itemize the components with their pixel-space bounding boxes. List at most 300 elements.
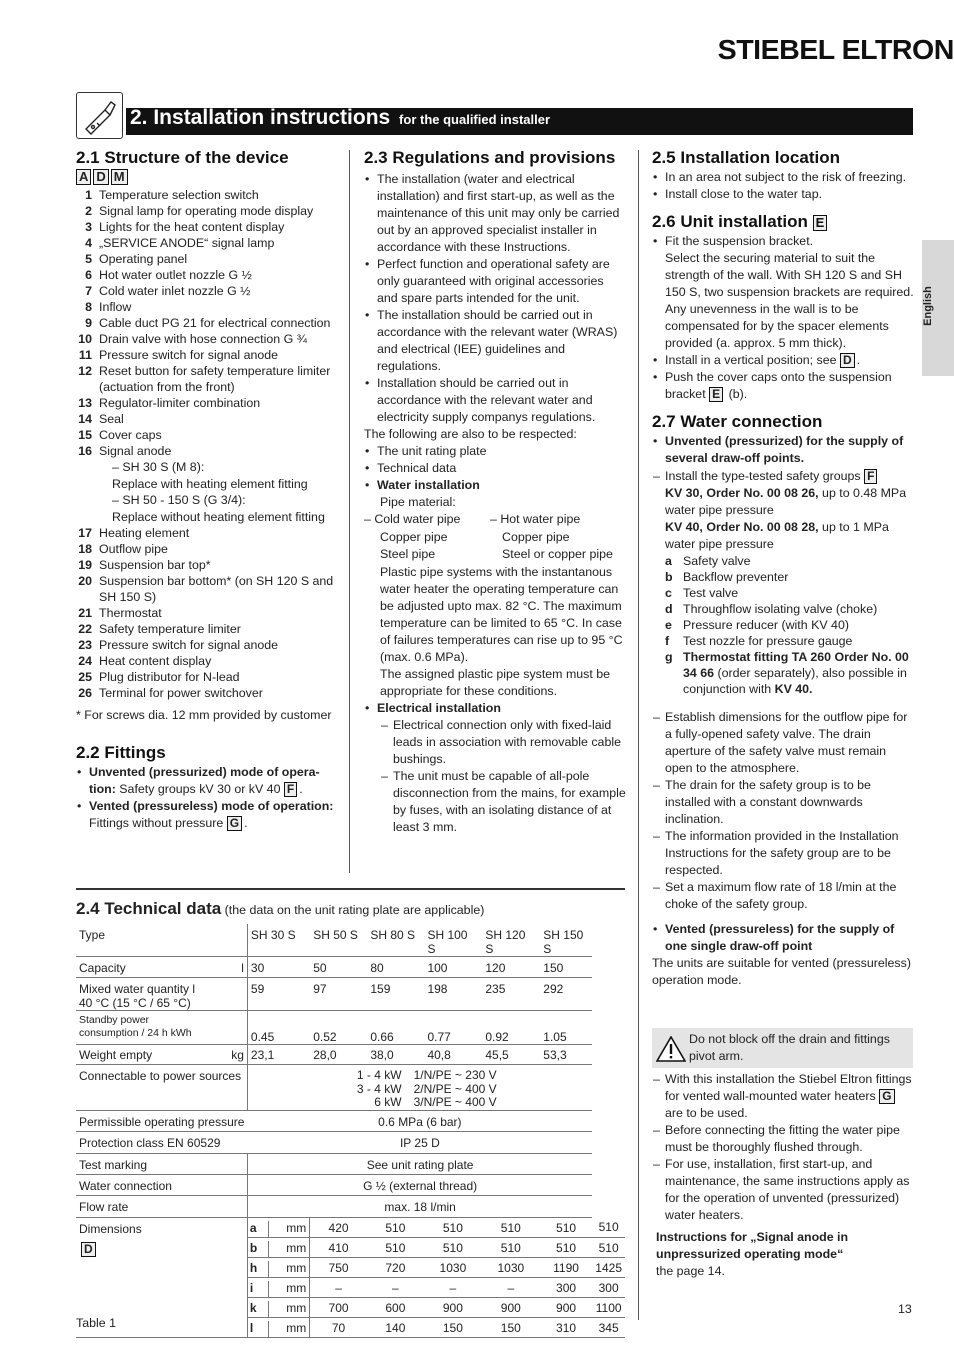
row-label: Connectable to power sources [76, 1065, 247, 1111]
table-cell: 1425 [592, 1257, 625, 1277]
table-cell: – [424, 1277, 482, 1297]
table-cell: 510 [482, 1237, 540, 1257]
list-item-text: (b). [728, 387, 748, 401]
list-item: – SH 30 S (M 8): [112, 460, 205, 474]
item-text: Terminal for power switchover [99, 686, 263, 700]
installation-list [652, 233, 914, 403]
list-item: • Technical data [364, 460, 626, 477]
table-cell: – [482, 1277, 540, 1297]
legend-key: f [665, 634, 670, 648]
list-item [76, 283, 341, 299]
list-item-text: (order separately), also possible in conjunction with [683, 666, 907, 696]
list-item [76, 411, 341, 427]
list-item [652, 921, 914, 955]
table-cell: 300 [592, 1277, 625, 1297]
section-heading: 2.2 Fittings [76, 742, 166, 762]
item-number: 22 [78, 622, 92, 636]
pipe-cell: Copper pipe [502, 529, 570, 544]
table-cell: 53,3 [540, 1045, 593, 1065]
list-item: • The installation (water and electrical installation) and first start-up, as well as the maintenance of this unit may only be carried out by an approved specialist installer in accordance with these Instructions. [364, 171, 626, 256]
table-cell: 720 [367, 1257, 424, 1277]
table-cell: 159 [367, 978, 424, 1011]
list-item: Replace with heating element fitting [112, 476, 308, 491]
list-item [652, 433, 914, 467]
section-heading: 2.3 Regulations and provisions [364, 148, 616, 167]
figure-ref: M [111, 169, 128, 185]
item-text: Heating element [99, 526, 190, 540]
list-item: – Before connecting the fitting the water pipe must be thoroughly flushed through. [652, 1122, 914, 1156]
list-item: • Perfect function and operational safety are only guaranteed with original accessories and spare parts intended for the unit. [364, 256, 626, 307]
list-item [76, 235, 341, 251]
list-item [76, 653, 341, 669]
parts-list [76, 187, 341, 459]
list-item-text: With this installation the Stiebel Eltron fittings for vented wall-mounted water heaters [665, 1072, 912, 1103]
table-cell: l mm [247, 1317, 309, 1337]
parts-legend [665, 553, 914, 649]
list-item-text: Push the cover caps onto the suspension bracket [665, 370, 892, 401]
table-cell: – [310, 1277, 367, 1297]
vented-notes [652, 1071, 914, 1280]
table-cell: 38,0 [367, 1045, 424, 1065]
list-item-bold: Water installation [377, 478, 480, 492]
list-item [76, 299, 341, 315]
list-item-text: Fit the suspension bracket. [665, 234, 814, 248]
item-text: Seal [99, 412, 124, 426]
list-item [76, 347, 341, 363]
section-heading: 2.7 Water connection [652, 412, 823, 431]
list-item [76, 187, 341, 203]
item-number: 4 [85, 236, 92, 250]
list-item-text: Select the securing material to suit the strength of the wall. With SH 120 S and SH 150 S, two suspension brackets are required. [665, 251, 914, 299]
list-item [76, 669, 341, 685]
section-heading [652, 211, 914, 233]
table-cell: SH 150 S [540, 924, 593, 957]
item-text: Pressure switch for signal anode [99, 638, 279, 652]
item-text: Suspension bar bottom* (on SH 120 S and SH 150 S) [99, 574, 334, 604]
table-cell: 300 [540, 1277, 593, 1297]
table-cell: 0.45 [247, 1011, 309, 1045]
legend-key: c [665, 586, 672, 600]
table-cell: 510 [482, 1217, 540, 1237]
row-label: Dimensions D [76, 1217, 247, 1337]
table-row [76, 978, 625, 1011]
item-text: Outflow pipe [99, 542, 168, 556]
item-text: Inflow [99, 300, 132, 314]
list-item: • Unvented (pressurized) mode of opera-tion: Safety groups kV 30 or kV 40 F . [76, 764, 341, 798]
table-cell: SH 100 S [424, 924, 482, 957]
parts-legend-item [665, 569, 914, 585]
figure-ref: F [284, 782, 297, 797]
row-label: Water connection [76, 1174, 247, 1195]
table-cell: 150 [540, 957, 593, 978]
list-item [76, 219, 341, 235]
table-cell: 150 [482, 1317, 540, 1337]
item-text: „SERVICE ANODE“ signal lamp [99, 236, 275, 250]
fittings-list [76, 764, 341, 832]
item-number: 24 [78, 654, 92, 668]
list-item-text: are to be used. [665, 1106, 748, 1120]
list-item-text: Install in a vertical position; see [665, 353, 837, 367]
table-cell: 59 [247, 978, 309, 1011]
table-cell: 1030 [482, 1257, 540, 1277]
item-text: Cold water inlet nozzle G ½ [99, 284, 251, 298]
table-cell: 600 [367, 1297, 424, 1317]
table-caption: Table 1 [76, 1316, 116, 1330]
row-label: Type [76, 924, 247, 957]
list-item: • The unit rating plate [364, 443, 626, 460]
table-cell: 100 [424, 957, 482, 978]
table-cell: 50 [310, 957, 367, 978]
list-item [76, 331, 341, 347]
table-cell: SH 120 S [482, 924, 540, 957]
list-item: • Installation should be carried out in accordance with the relevant water and electricity supply companys regulations. [364, 375, 626, 426]
table-cell: 900 [540, 1297, 593, 1317]
warning-text: Do not block off the drain and fittings pivot arm. [689, 1032, 890, 1063]
table-cell: 23,1 [247, 1045, 309, 1065]
table-cell: G ½ (external thread) [247, 1174, 592, 1195]
item-text: Suspension bar top* [99, 558, 211, 572]
list-item [652, 1071, 914, 1122]
list-item-text: Fittings without pressure [89, 815, 224, 830]
item-text: Drain valve with hose connection G ¾ [99, 332, 307, 346]
item-text: Plug distributor for N-lead [99, 670, 240, 684]
list-item: – For use, installation, first start-up, and maintenance, the same instructions apply as for the operation of unvented (pressurized) water heaters. [652, 1156, 914, 1224]
language-tab-label: English [921, 286, 934, 326]
list-item-text: Any unevenness in the wall is to be compensated for by the spacer elements provided (a. approx. 5 mm thick). [665, 302, 889, 350]
location-list [652, 169, 914, 203]
item-number: 1 [85, 188, 92, 202]
table-cell: 28,0 [310, 1045, 367, 1065]
parts-legend-item: g Thermostat fitting TA 260 Order No. 00 34 66 (order separately), also possible in conjunction with KV 40. [665, 650, 909, 696]
signal-anode-ref [652, 1229, 914, 1280]
table-cell: 700 [310, 1297, 367, 1317]
list-item [76, 203, 341, 219]
table-cell: 235 [482, 978, 540, 1011]
table-cell: 510 [424, 1237, 482, 1257]
legend-key: b [665, 570, 673, 584]
also-list [364, 443, 626, 494]
item-text: Temperature selection switch [99, 188, 259, 202]
table-cell: 420 [310, 1217, 367, 1237]
item-text: Operating panel [99, 252, 188, 266]
list-item [76, 267, 341, 283]
technical-data-table [76, 924, 625, 1338]
list-item [652, 468, 914, 697]
list-item-text: Install the type-tested safety groups [665, 469, 861, 483]
row-label: Mixed water quantity l 40 °C (15 °C / 65 °C) [76, 978, 247, 1011]
table-cell: 1100 [592, 1297, 625, 1317]
pipe-table [364, 511, 626, 564]
item-number: 25 [78, 670, 92, 684]
list-item [76, 557, 341, 573]
figure-ref: G [879, 1089, 894, 1104]
list-item: • The installation should be carried out in accordance with the relevant water (WRAS) and electrical (IEE) guidelines and regulations. [364, 307, 626, 375]
table-cell: 80 [367, 957, 424, 978]
table-cell: SH 50 S [310, 924, 367, 957]
table-cell: See unit rating plate [247, 1153, 592, 1174]
table-row [76, 957, 625, 978]
list-item-bold: Unvented (pressurized) for the supply of several draw-off points. [665, 434, 904, 465]
column-divider [349, 150, 350, 873]
list-item: • In an area not subject to the risk of freezing. [652, 169, 914, 186]
list-item [76, 621, 341, 637]
list-item: – Set a maximum flow rate of 18 l/min at the choke of the safety group. [652, 879, 914, 913]
reference-bold: Instructions for „Signal anode in unpressurized operating mode“ [656, 1230, 849, 1261]
list-item: – Electrical connection only with fixed-laid leads in association with removable cable bushings. [380, 717, 626, 768]
item-text: Regulator-limiter combination [99, 396, 261, 410]
list-item: – Establish dimensions for the outflow pipe for a fully-opened safety valve. The drain aperture of the safety valve must remain open to the atmosphere. [652, 709, 914, 777]
table-cell: 97 [310, 978, 367, 1011]
item-number: 21 [78, 606, 92, 620]
item-number: 8 [85, 300, 92, 314]
pipe-header: – Hot water pipe [490, 512, 581, 526]
list-item-text: up to 1 MPa water pipe pressure [665, 520, 889, 551]
table-cell: 150 [424, 1317, 482, 1337]
list-item [76, 685, 341, 701]
table-cell: 198 [424, 978, 482, 1011]
list-item [76, 525, 341, 541]
section-structure [76, 147, 341, 832]
item-number: 2 [85, 204, 92, 218]
outflow-list [652, 709, 914, 913]
item-text: Thermostat [99, 606, 162, 620]
list-item: – The drain for the safety group is to be installed with a constant downwards inclination. [652, 777, 914, 828]
table-cell: 0.66 [367, 1011, 424, 1045]
footnote: * For screws dia. 12 mm provided by customer [76, 708, 332, 722]
table-cell: 0.6 MPa (6 bar) [247, 1110, 592, 1131]
elec-list [364, 700, 626, 717]
table-cell: 140 [367, 1317, 424, 1337]
table-cell: a mm [247, 1217, 309, 1237]
list-item-bold: Vented (pressureless) for the supply of one single draw-off point [665, 922, 895, 953]
table-cell: – [367, 1277, 424, 1297]
table-cell: 900 [424, 1297, 482, 1317]
list-item [76, 363, 341, 395]
list-item [364, 700, 626, 717]
table-cell: 30 [247, 957, 309, 978]
list-item-bold: KV 40. [774, 682, 813, 696]
item-number: 7 [85, 284, 92, 298]
figure-ref: A [76, 169, 91, 185]
vented-list [652, 921, 914, 955]
table-cell: 120 [482, 957, 540, 978]
row-label: Flow rate [76, 1195, 247, 1217]
table-cell: max. 18 l/min [247, 1195, 592, 1217]
table-row [76, 1195, 625, 1217]
warning-box [652, 1028, 913, 1068]
list-item-bold: KV 30, Order No. 00 08 26, [665, 486, 819, 500]
paragraph: Pipe material: [380, 495, 456, 509]
parts-legend-item [665, 617, 914, 633]
item-number: 12 [78, 364, 92, 378]
item-text: Signal lamp for operating mode display [99, 204, 314, 218]
safety-group-list [652, 468, 914, 697]
elec-sublist [364, 717, 626, 836]
item-text: Pressure switch for signal anode [99, 348, 279, 362]
item-number: 6 [85, 268, 92, 282]
table-row [76, 1045, 625, 1065]
page-title: 2. Installation instructions [130, 106, 391, 129]
pipe-cell: Steel pipe [380, 547, 436, 561]
section-heading: 2.4 Technical data [76, 899, 222, 918]
paragraph: The units are suitable for vented (pressureless) operation mode. [652, 956, 911, 987]
legend-key: e [665, 618, 672, 632]
paragraph [380, 564, 626, 666]
item-number: 17 [78, 526, 92, 540]
table-row [76, 1153, 625, 1174]
pipe-cell: Copper pipe [380, 529, 448, 544]
figure-refs [76, 169, 341, 185]
table-cell: 70 [310, 1317, 367, 1337]
figure-ref: G [227, 816, 242, 831]
item-text: Cover caps [99, 428, 162, 442]
table-cell: SH 80 S [367, 924, 424, 957]
item-number: 3 [85, 220, 92, 234]
table-cell: IP 25 D [247, 1131, 592, 1153]
item-text: Signal anode [99, 444, 172, 458]
figure-ref: E [709, 387, 723, 402]
item-number: 18 [78, 542, 92, 556]
list-item: – SH 50 - 150 S (G 3/4): [112, 493, 246, 507]
item-number: 15 [78, 428, 92, 442]
row-label: l Capacity [76, 957, 247, 978]
legend-text: Backflow preventer [683, 570, 789, 584]
legend-key: a [665, 554, 672, 568]
list-item [76, 251, 341, 267]
list-item [76, 315, 341, 331]
list-item [76, 427, 341, 443]
table-cell: 510 [592, 1237, 625, 1257]
table-cell: i mm [247, 1277, 309, 1297]
techdata-heading [76, 899, 484, 919]
table-cell: 510 [540, 1237, 593, 1257]
list-item: – The unit must be capable of all-pole disconnection from the mains, for example by fuses, with an isolating distance of at least 3 mm. [380, 768, 626, 836]
paragraph: The following are also to be respected: [364, 427, 577, 441]
table-cell: 40,8 [424, 1045, 482, 1065]
item-number: 9 [85, 316, 92, 330]
table-cell: 45,5 [482, 1045, 540, 1065]
list-item: – The information provided in the Installation Instructions for the safety group are to be respected. [652, 828, 914, 879]
table-cell: 1030 [424, 1257, 482, 1277]
item-text: Heat content display [99, 654, 212, 668]
page-number: 13 [898, 1302, 912, 1316]
item-number: 16 [78, 444, 92, 458]
warning-icon [656, 1036, 686, 1065]
vented-dash-list [652, 1071, 914, 1224]
pipe-cell: Steel or copper pipe [502, 547, 613, 561]
table-cell: SH 30 S [247, 924, 309, 957]
table-cell: 510 [367, 1237, 424, 1257]
divider [76, 888, 625, 890]
row-label: Protection class EN 60529 [76, 1131, 247, 1153]
list-item [76, 395, 341, 411]
section-heading-text: 2.6 Unit installation [652, 212, 808, 231]
row-label: Test marking [76, 1153, 247, 1174]
table-row [76, 1011, 625, 1045]
parts-legend-item [665, 601, 914, 617]
item-number: 19 [78, 558, 92, 572]
item-number: 5 [85, 252, 92, 266]
item-number: 11 [78, 348, 92, 362]
figure-ref: D [81, 1242, 96, 1257]
parts-legend-item [665, 585, 914, 601]
row-label: kg Weight empty [76, 1045, 247, 1065]
table-cell: 900 [482, 1297, 540, 1317]
list-item [76, 637, 341, 653]
legend-text: Pressure reducer (with KV 40) [683, 618, 849, 632]
list-item-text: up to 0.48 MPa water pipe pressure [665, 486, 907, 517]
item-text: Safety temperature limiter [99, 622, 241, 636]
column-divider [638, 150, 639, 1320]
list-item [364, 477, 626, 494]
section-title-bar [126, 108, 913, 135]
table-cell: 1.05 [540, 1011, 593, 1045]
reference-text: the page 14. [656, 1264, 725, 1278]
row-label: Standby power consumption / 24 h kWh [76, 1011, 247, 1045]
pipe-header: – Cold water pipe [364, 512, 461, 526]
table-cell: 310 [540, 1317, 593, 1337]
item-number: 20 [78, 574, 92, 588]
item-number: 13 [78, 396, 92, 410]
item-text: Hot water outlet nozzle G ½ [99, 268, 252, 282]
parts-legend-item [665, 553, 914, 569]
paragraph-text: with the instantanous water heater the operating temperature can be adjusted upto max. 82 °C. The maximum temperature can be limited to 65 °C. In case of failures temperatures can rise up to 95 °C (max. 0.6 MPa). [380, 564, 623, 664]
item-number: 26 [78, 686, 92, 700]
table-cell: 510 [592, 1217, 625, 1237]
list-item-text: Safety groups kV 30 or kV 40 [119, 781, 281, 796]
figure-ref: D [840, 353, 855, 368]
list-item [652, 233, 914, 352]
table-row [76, 1065, 625, 1111]
legend-text: Throughflow isolating valve (choke) [683, 602, 878, 616]
list-item-bold: Unvented (pressurized) mode of opera-tion: [89, 764, 320, 796]
list-item: • Install in a vertical position; see D . [652, 352, 914, 369]
list-item-bold: KV 40, Order No. 00 08 28, [665, 520, 819, 534]
table-cell: 510 [424, 1217, 482, 1237]
table-row [76, 924, 625, 957]
list-item-bold: Vented (pressureless) mode of operation: [89, 798, 334, 813]
item-number: 14 [78, 412, 92, 426]
table-cell: 345 [592, 1317, 625, 1337]
table-cell: 292 [540, 978, 593, 1011]
legend-key: d [665, 602, 673, 616]
section-heading: 2.1 Structure of the device [76, 148, 289, 167]
list-item: • Install close to the water tap. [652, 186, 914, 203]
legend-text: Test valve [683, 586, 739, 600]
section-heading: 2.5 Installation location [652, 148, 840, 167]
list-item: • Vented (pressureless) mode of operation: Fittings without pressure G . [76, 798, 341, 832]
language-tab [922, 240, 954, 376]
table-cell: 1 - 4 kW 1/N/PE ~ 230 V 3 - 4 kW 2/N/PE ~ 400 V 6 kW 3/N/PE ~ 400 V [247, 1065, 592, 1111]
list-item-bold: Electrical installation [377, 700, 501, 715]
paragraph: The assigned plastic pipe system must be appropriate for these conditions. [380, 666, 611, 698]
list-item [76, 541, 341, 557]
table-cell: 0.52 [310, 1011, 367, 1045]
table-row [76, 1174, 625, 1195]
section-regulations [364, 147, 626, 836]
tool-icon [76, 92, 123, 139]
list-item [76, 443, 341, 459]
list-item [652, 369, 914, 403]
item-text: Cable duct PG 21 for electrical connection [99, 316, 331, 330]
parts-list [76, 525, 341, 701]
paragraph-bold: Plastic pipe systems [380, 564, 493, 579]
item-number: 23 [78, 638, 92, 652]
legend-text: Safety valve [683, 554, 751, 568]
page-subtitle: for the qualified installer [399, 112, 551, 127]
water-installation [364, 494, 626, 700]
table-row [76, 1131, 625, 1153]
